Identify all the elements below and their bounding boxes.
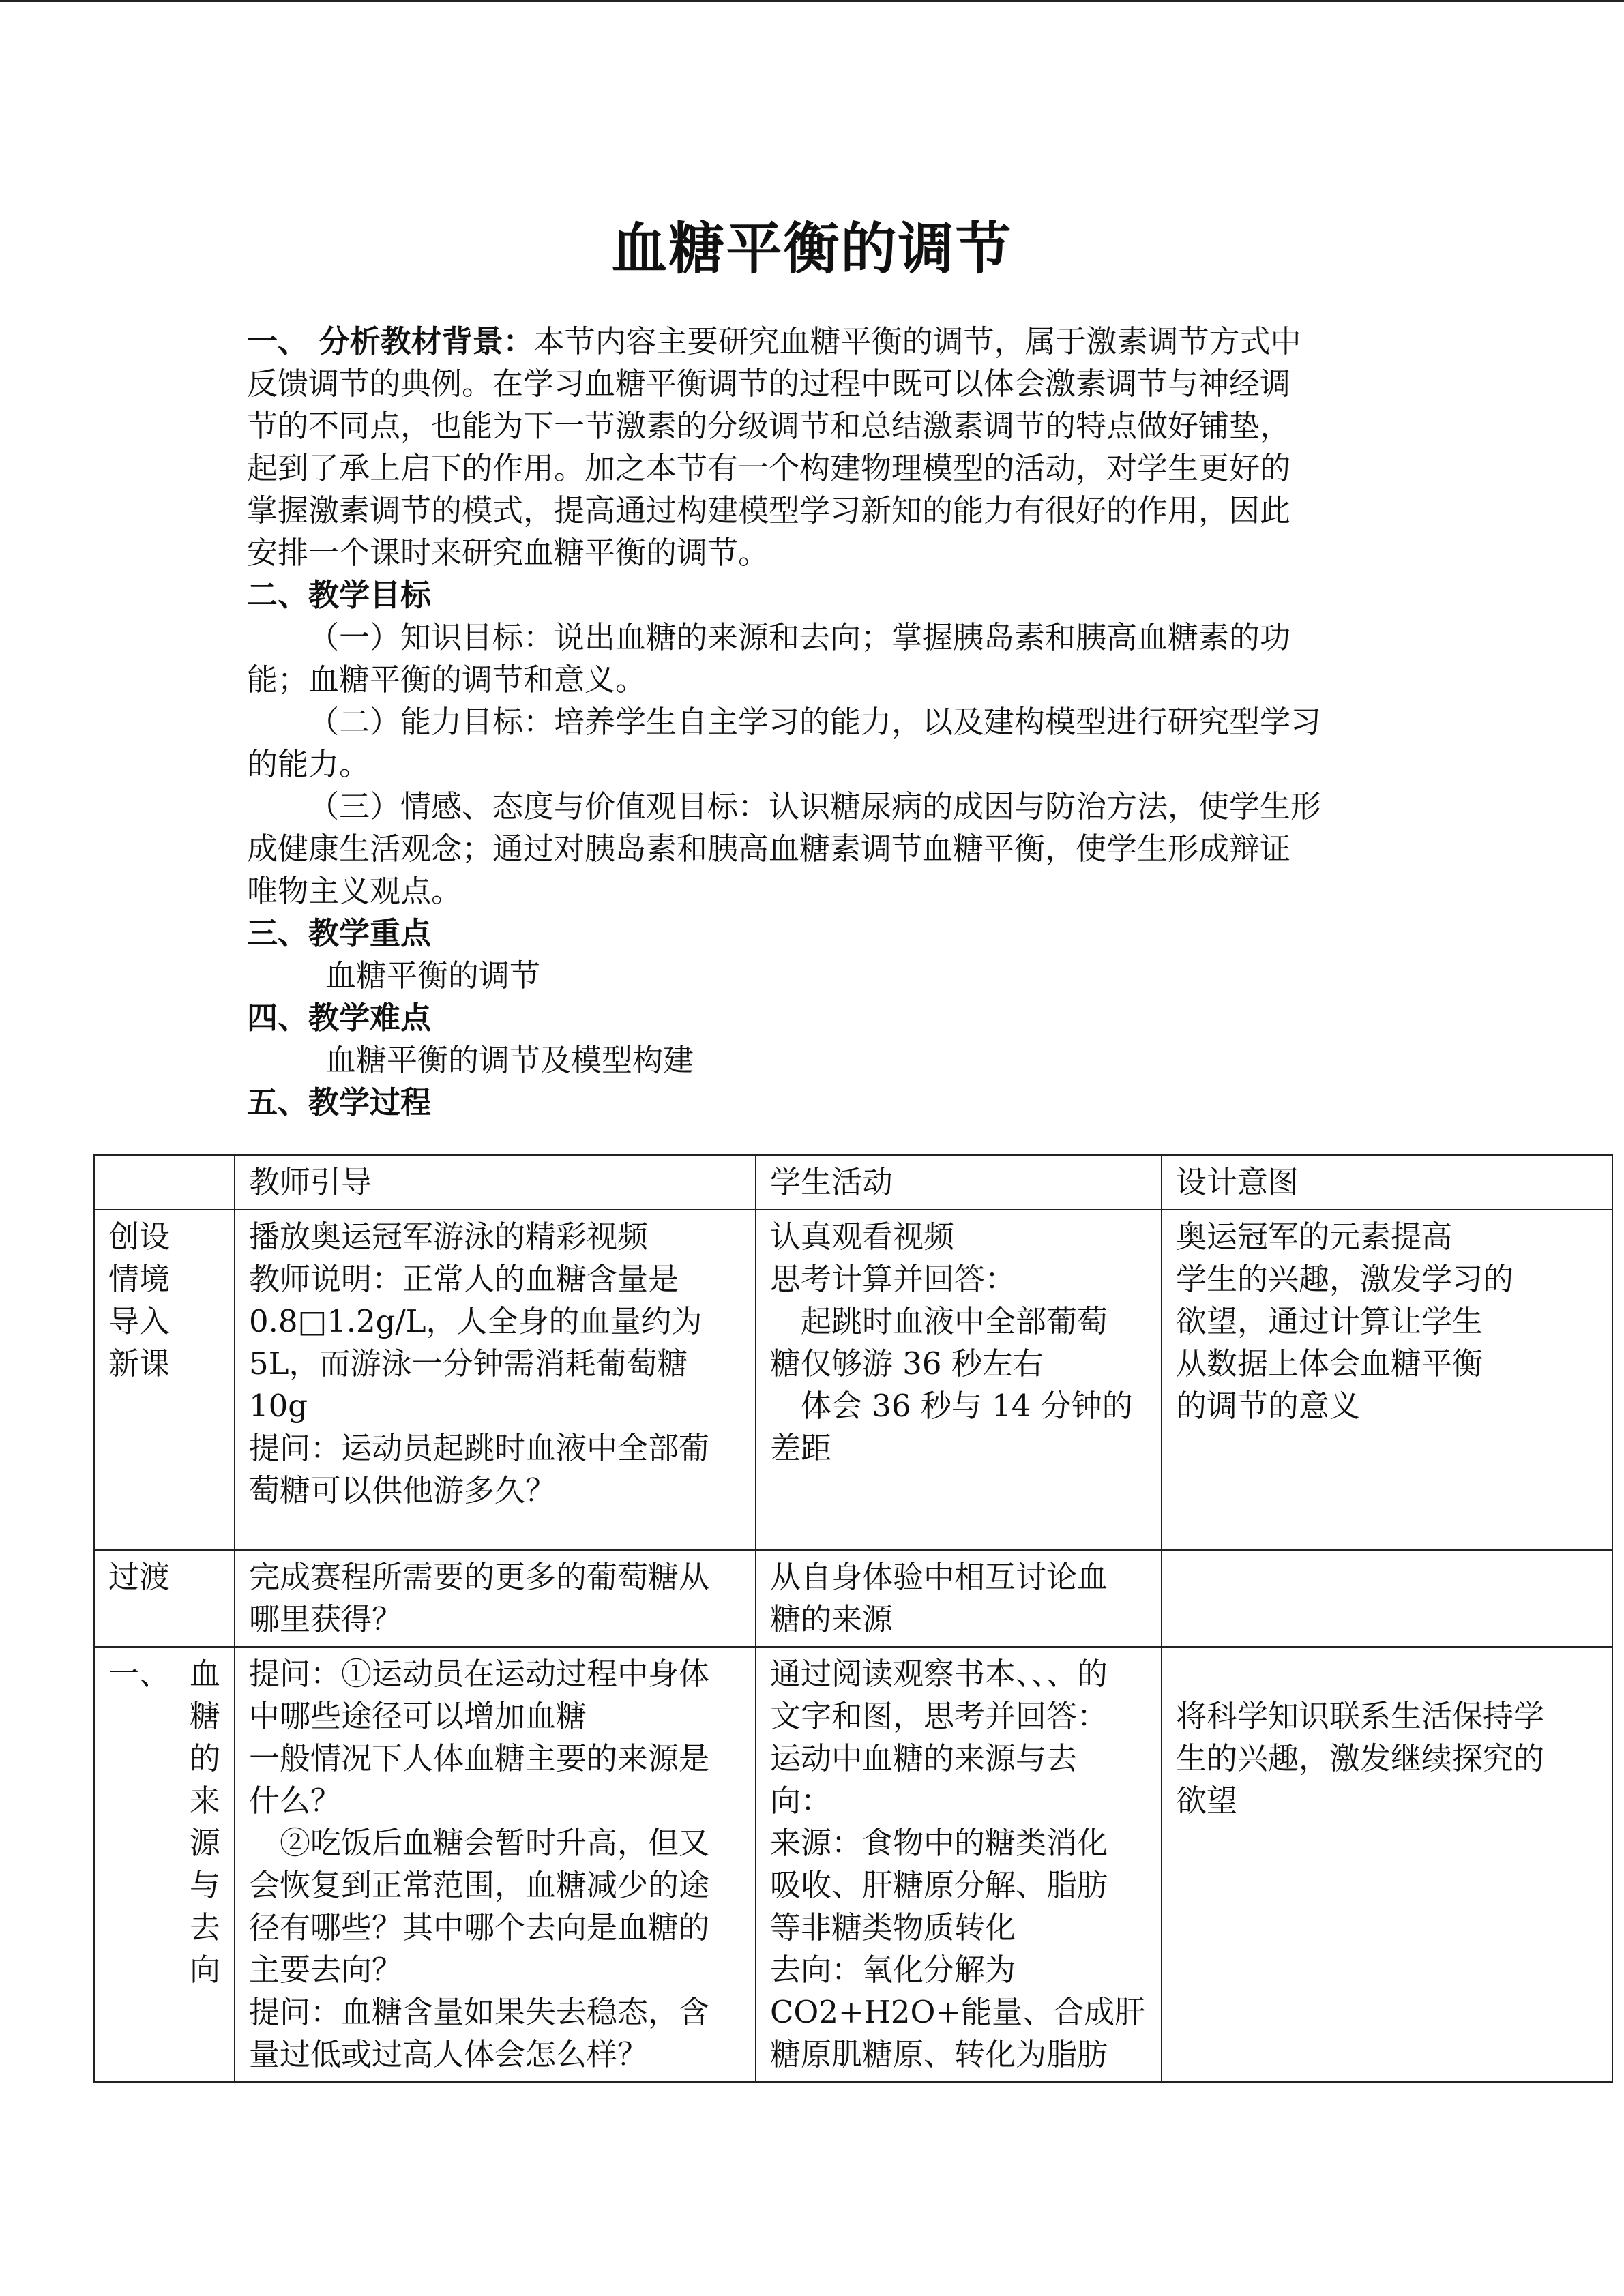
section-heading: 五、教学过程	[247, 1084, 432, 1120]
table-row	[94, 1210, 1612, 1550]
goal-knowledge-cont: 能；血糖平衡的调节和意义。	[247, 661, 647, 698]
goal-attitude-cont: 成健康生活观念；通过对胰岛素和胰高血糖素调节血糖平衡，使学生形成辩证	[247, 831, 1291, 867]
table-row	[94, 1550, 1612, 1647]
page-title: 血糖平衡的调节	[611, 216, 1013, 282]
goal-knowledge: （一）知识目标：说出血糖的来源和去向；掌握胰岛素和胰高血糖素的功	[308, 619, 1291, 655]
teacher-cell: 提问：①运动员在运动过程中身体 中哪些途径可以增加血糖 一般情况下人体血糖主要的来源是 什么？ ②吃饭后血糖会暂时升高，但又 会恢复到正常范围，血糖减少的途 径有哪些？其中哪个去向是血糖的 主要去向？ 提问：血糖含量如果失去稳态，含 量过低或过高人体会怎么样？	[235, 1647, 756, 2082]
section-heading: 一、 分析教材背景：	[247, 323, 534, 359]
goal-ability-cont: 的能力。	[247, 746, 370, 782]
intent-cell	[1162, 1550, 1612, 1647]
difficult-point: 血糖平衡的调节及模型构建	[325, 1042, 694, 1078]
goal-attitude: （三）情感、态度与价值观目标：认识糖尿病的成因与防治方法，使学生形	[308, 788, 1322, 824]
section-heading: 二、教学目标	[247, 577, 432, 613]
teacher-cell: 完成赛程所需要的更多的葡萄糖从 哪里获得？	[235, 1550, 756, 1647]
stage-cell	[94, 1647, 235, 2082]
stage-cell: 过渡	[94, 1550, 235, 1647]
teacher-cell: 播放奥运冠军游泳的精彩视频 教师说明：正常人的血糖含量是 0.8□1.2g/L，人全身的血量约为 5L，而游泳一分钟需消耗葡萄糖 10g 提问：运动员起跳时血液中全部葡 萄糖可以供他游多久？	[235, 1210, 756, 1550]
header-cell	[94, 1155, 235, 1210]
header-cell: 教师引导	[235, 1155, 756, 1210]
section-heading: 三、教学重点	[247, 915, 432, 951]
table-row	[94, 1647, 1612, 2082]
section-heading: 四、教学难点	[247, 1000, 432, 1036]
student-cell: 认真观看视频 思考计算并回答： 起跳时血液中全部葡萄 糖仅够游 36 秒左右 体会 36 秒与 14 分钟的 差距	[756, 1210, 1162, 1550]
key-point: 血糖平衡的调节	[325, 957, 541, 994]
goal-ability: （二）能力目标：培养学生自主学习的能力，以及建构模型进行研究型学习	[308, 704, 1322, 740]
section-background: 一、 分析教材背景：本节内容主要研究血糖平衡的调节，属于激素调节方式中 反馈调节的典例。在学习血糖平衡调节的过程中既可以体会激素调节与神经调 节的不同点，也能为下一节激素的分级调节和总结激素调节的特点做好铺垫， 起到了承上启下的作用。加之本节有一个构建物理模型的活动，对学生更好的 掌握激素调节的模式，提高通过构建模型学习新知的能力有很好的作用，因此 安排一个课时来研究血糖平衡的调节。	[247, 323, 1301, 571]
teaching-process-table	[93, 1154, 1613, 2083]
student-cell: 通过阅读观察书本、、、的 文字和图，思考并回答： 运动中血糖的来源与去 向： 来源：食物中的糖类消化 吸收、肝糖原分解、脂肪 等非糖类物质转化 去向：氧化分解为 CO2+H2O+能量、合成肝 糖原肌糖原、转化为脂肪	[756, 1647, 1162, 2082]
student-cell: 从自身体验中相互讨论血 糖的来源	[756, 1550, 1162, 1647]
stage-cell: 创设 情境 导入 新课	[94, 1210, 235, 1550]
vertical-stage-label: 一、 血 糖 的 来 源 与 去 向	[108, 1656, 220, 1988]
table-header-row	[94, 1155, 1612, 1210]
header-cell: 学生活动	[756, 1155, 1162, 1210]
lesson-body	[247, 320, 1379, 1124]
intent-cell: 将科学知识联系生活保持学 生的兴趣，激发继续探究的 欲望	[1162, 1647, 1612, 2082]
intent-cell: 奥运冠军的元素提高 学生的兴趣，激发学习的 欲望，通过计算让学生 从数据上体会血糖平衡 的调节的意义	[1162, 1210, 1612, 1550]
goal-attitude-cont: 唯物主义观点。	[247, 873, 462, 909]
header-cell: 设计意图	[1162, 1155, 1612, 1210]
page-top-border	[0, 0, 1624, 2]
